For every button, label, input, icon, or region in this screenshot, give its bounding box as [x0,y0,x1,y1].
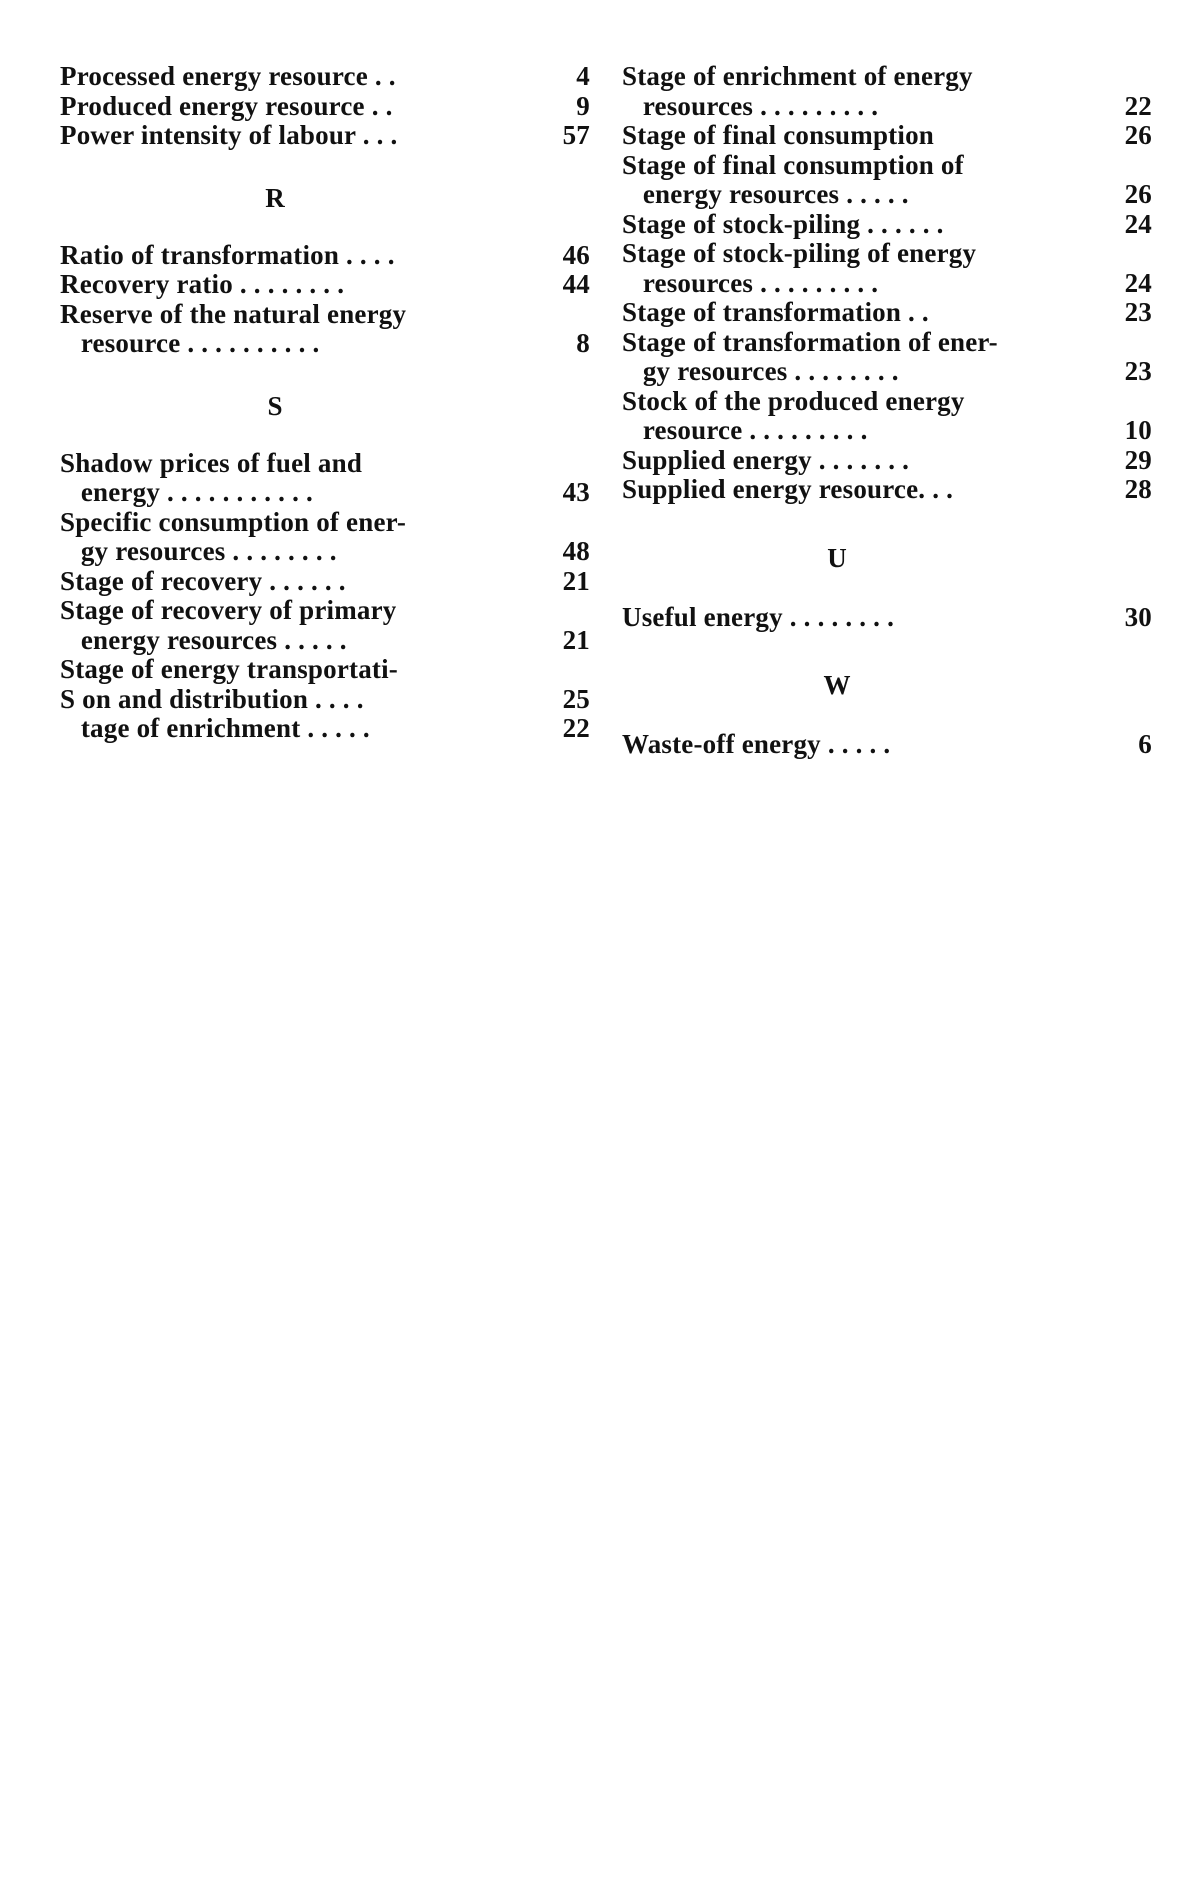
index-page-number: 48 [562,536,590,566]
index-term: Stage of transformation . . [622,298,929,327]
section-letter-heading: U [827,542,847,573]
index-column-left [60,62,590,744]
index-page-number: 9 [576,90,590,121]
index-term: Stage of recovery of primary [60,596,397,625]
index-entry-line [622,121,1152,151]
index-term: Stock of the produced energy [622,386,965,416]
index-page-number: 29 [1124,444,1152,475]
index-entry-line [622,416,1152,446]
index-entry-line [60,685,590,715]
index-term: energy resources . . . . . [60,625,347,655]
index-entry-line [60,449,590,479]
index-page-number: 22 [562,713,590,743]
index-entry-line [622,730,1152,760]
index-page-number: 10 [1124,415,1152,445]
index-entry-line [60,478,590,508]
index-page-number: 4 [576,61,590,91]
index-page-number: 23 [1124,297,1152,327]
index-entry-line [622,446,1152,476]
index-entry-line [622,92,1152,122]
index-term: Stage of final consumption [622,121,934,150]
index-entry-line [622,603,1152,633]
index-term: Supplied energy . . . . . . . [622,445,910,475]
index-term: energy . . . . . . . . . . . [60,478,313,507]
index-term: Recovery ratio . . . . . . . . [60,270,345,299]
index-page-number: 26 [1124,179,1152,209]
index-page-number: 46 [562,239,590,270]
index-page-number: 24 [1124,267,1152,298]
index-page-number: 6 [1138,729,1152,759]
index-page-number: 25 [562,683,590,714]
index-term: Stage of transformation of ener- [622,327,998,357]
index-entry-line [60,626,590,656]
index-term: Stage of stock-piling . . . . . . [622,209,944,239]
index-term: Useful energy . . . . . . . . [622,602,895,632]
index-page-number: 43 [562,477,590,507]
index-entry-line [60,300,590,330]
index-term: Shadow prices of fuel and [60,448,363,478]
index-term: Reserve of the natural energy [60,299,407,329]
index-entry-line [622,239,1152,269]
index-term: Stage of stock-piling of energy [622,239,977,268]
index-entry-line [60,62,590,92]
index-term: Ratio of transformation . . . . [60,240,395,270]
index-entry-line [622,210,1152,240]
index-page-number: 44 [562,269,590,299]
index-entry-line [60,121,590,151]
section-letter-heading: R [265,182,285,213]
index-term: Stage of enrichment of energy [622,62,973,91]
index-entry-line [60,241,590,271]
index-entry-line [622,387,1152,417]
index-page-number: 23 [1124,356,1152,386]
index-entry-line [60,508,590,538]
index-entry-line [60,270,590,300]
index-page-number: 24 [1124,208,1152,239]
index-entry-line [622,151,1152,181]
index-page-number: 30 [1124,601,1152,632]
index-term: S on and distribution . . . . [60,684,364,714]
index-term: Stage of final consumption of [622,150,964,180]
index-entry-line [622,357,1152,387]
index-entry-line [60,329,590,359]
index-entry-line [60,596,590,626]
index-entry-line [60,655,590,685]
index-term: tage of enrichment . . . . . [60,714,370,743]
section-letter-heading: W [823,670,851,700]
index-term: resources . . . . . . . . . [622,91,879,121]
index-page-number: 21 [562,624,590,655]
index-term: Stage of recovery . . . . . . [60,566,346,596]
index-entry-line [622,62,1152,92]
index-page-number: 8 [576,328,590,358]
index-entry-line [622,475,1152,505]
index-term: energy resources . . . . . [622,180,909,209]
index-entry-line [60,537,590,567]
index-term: Waste-off energy . . . . . [622,730,891,759]
index-entry-line [622,180,1152,210]
index-term: gy resources . . . . . . . . [60,537,337,566]
index-term: Produced energy resource . . [60,91,393,121]
index-entry-line [60,714,590,744]
index-term: resource . . . . . . . . . [622,416,868,445]
index-term: Supplied energy resource. . . [622,475,954,504]
index-page-number: 26 [1124,120,1152,150]
index-term: gy resources . . . . . . . . [622,357,899,386]
index-entry-line [622,269,1152,299]
index-entry-line [60,567,590,597]
section-letter-heading: S [267,390,283,421]
index-term: Specific consumption of ener- [60,507,407,537]
index-term: Processed energy resource . . [60,62,396,91]
index-page-number: 21 [562,565,590,596]
index-term: Stage of energy transportati- [60,655,398,684]
index-entry-line [622,328,1152,358]
index-term: Power intensity of labour . . . [60,121,398,150]
index-term: resources . . . . . . . . . [622,268,879,298]
index-page-number: 22 [1124,90,1152,121]
index-page-number: 28 [1124,474,1152,504]
index-term: resource . . . . . . . . . . [60,329,320,358]
index-entry-line [622,298,1152,328]
index-entry-line [60,92,590,122]
index-column-right [622,62,1152,760]
index-page-number: 57 [562,120,590,150]
